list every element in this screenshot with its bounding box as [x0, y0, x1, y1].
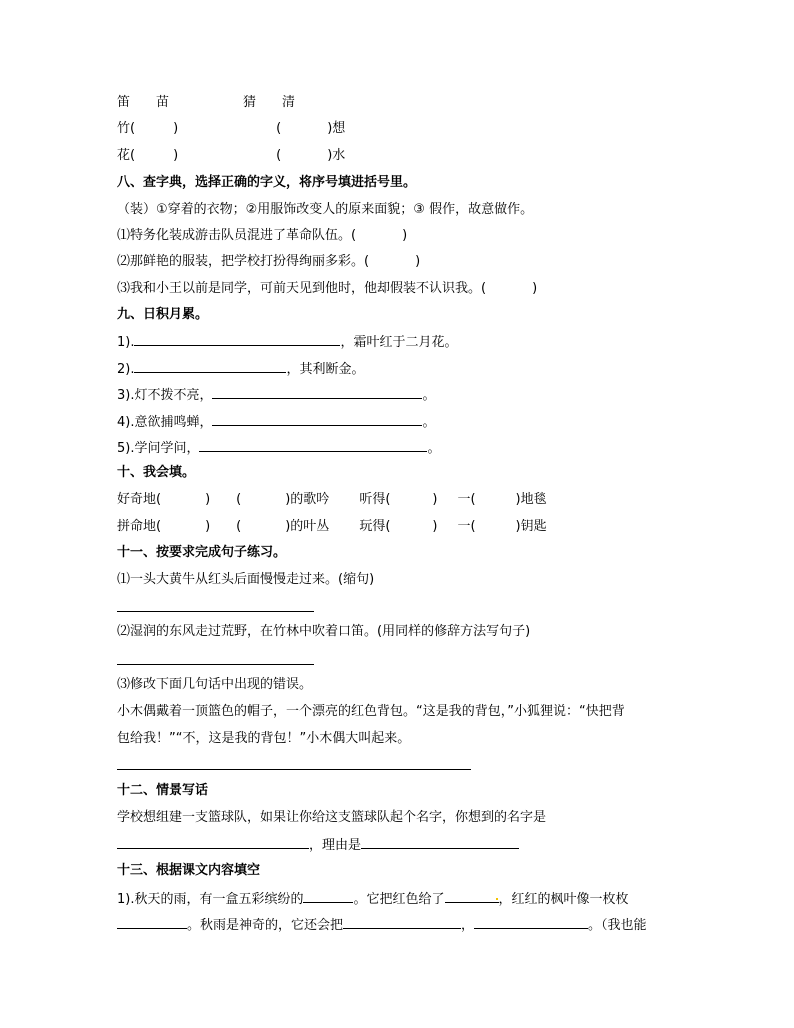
line-end: 。	[422, 415, 436, 430]
item-text: 好奇地(	[117, 492, 162, 507]
word-prefix: 花(	[117, 148, 136, 163]
paren: )	[432, 519, 438, 534]
item-text: )钥匙	[515, 519, 547, 534]
item-text: 拼命地(	[117, 519, 162, 534]
paren: )	[173, 121, 179, 136]
section-10-title: 十、我会填。	[117, 465, 196, 480]
paren: (	[236, 492, 242, 507]
question-8-1	[117, 228, 407, 244]
word: 清	[282, 95, 296, 110]
word-row-2	[117, 121, 345, 137]
line-text: 。（我也能	[588, 918, 647, 933]
paren: )	[205, 492, 211, 507]
word-prefix: 竹(	[117, 121, 136, 136]
line-text: 3).灯不拨不亮，	[117, 388, 213, 403]
question-text: ⑴特务化装成游击队员混进了革命队伍。(	[117, 228, 357, 243]
fill-blank[interactable]	[134, 333, 340, 346]
section-9-title: 九、日积月累。	[117, 307, 209, 322]
text-fill-line-1	[117, 890, 629, 908]
fill-blank[interactable]	[445, 890, 499, 903]
question-8-2	[117, 254, 420, 270]
answer-line[interactable]	[117, 664, 314, 665]
word-row-3	[117, 148, 345, 164]
paren: )	[173, 148, 179, 163]
passage-line-1: 小木偶戴着一顶篮色的帽子，一个漂亮的红色背包。“这是我的背包，”小狐狸说：“快把背	[117, 704, 625, 719]
paren: )	[415, 254, 421, 269]
item-text: 一(	[457, 492, 476, 507]
scenario-line-1: 学校想组建一支篮球队，如果让你给这支篮球队起个名字，你想到的名字是	[117, 810, 547, 825]
word-suffix: )想	[327, 121, 346, 136]
item-text: )地毯	[515, 492, 547, 507]
question-11-3: ⑶修改下面几句话中出现的错误。	[117, 677, 313, 692]
poem-line-2	[117, 360, 365, 378]
question-11-1: ⑴一头大黄牛从红头后面慢慢走过来。(缩句)	[117, 572, 375, 587]
line-text: 。秋雨是神奇的，它还会把	[187, 918, 344, 933]
line-text: 4).意欲捕鸣蝉，	[117, 415, 213, 430]
answer-line[interactable]	[117, 611, 314, 612]
line-text: 。它把红色给了	[353, 892, 445, 907]
fill-blank[interactable]	[199, 439, 427, 452]
fill-row-2	[117, 519, 547, 535]
mark	[496, 898, 498, 900]
word: 笛	[117, 95, 131, 110]
word: 苗	[156, 95, 170, 110]
fill-row-1	[117, 492, 547, 508]
poem-line-3	[117, 386, 436, 404]
line-end: 。	[427, 441, 441, 456]
line-label: 2).	[117, 362, 135, 377]
section-8-title: 八、查字典，选择正确的字义，将序号填进括号里。	[117, 175, 417, 190]
scenario-line-2	[117, 836, 519, 854]
name-blank[interactable]	[117, 836, 309, 849]
item-text: 听得(	[359, 492, 391, 507]
fill-blank[interactable]	[474, 916, 588, 929]
text-fill-line-2	[117, 916, 647, 934]
item-text: )的叶丛	[285, 519, 330, 534]
line-text: ，其利断金。	[286, 362, 365, 377]
question-text: ⑶我和小王以前是同学，可前天见到他时，他却假装不认识我。(	[117, 281, 487, 296]
section-11-title: 十一、按要求完成句子练习。	[117, 545, 287, 560]
item-text: 一(	[457, 519, 476, 534]
paren: (	[276, 148, 282, 163]
item-text: 玩得(	[359, 519, 391, 534]
question-text: ⑵那鲜艳的服装，把学校打扮得绚丽多彩。(	[117, 254, 370, 269]
poem-line-5	[117, 439, 441, 457]
word: 猜	[243, 95, 257, 110]
line-text: 5).学问学问，	[117, 441, 200, 456]
fill-blank[interactable]	[212, 413, 422, 426]
definition-line: （装）①穿着的衣物；②用服饰改变人的原来面貌；③ 假作，故意做作。	[117, 202, 534, 217]
fill-blank[interactable]	[117, 916, 187, 929]
item-text: )的歌吟	[285, 492, 330, 507]
paren: )	[402, 228, 408, 243]
line-text: 1).秋天的雨，有一盒五彩缤纷的	[117, 892, 304, 907]
line-text: ，理由是	[309, 838, 362, 853]
question-8-3	[117, 281, 537, 297]
poem-line-4	[117, 413, 436, 431]
fill-blank[interactable]	[212, 386, 422, 399]
fill-blank[interactable]	[303, 890, 353, 903]
reason-blank[interactable]	[361, 836, 519, 849]
word-row-1	[117, 95, 295, 111]
passage-line-2: 包给我！”“不，这是我的背包！”小木偶大叫起来。	[117, 731, 411, 746]
paren: (	[236, 519, 242, 534]
line-label: 1).	[117, 335, 135, 350]
word-suffix: )水	[327, 148, 346, 163]
fill-blank[interactable]	[343, 916, 461, 929]
paren: )	[532, 281, 538, 296]
paren: )	[205, 519, 211, 534]
paren: )	[432, 492, 438, 507]
answer-line[interactable]	[117, 769, 471, 770]
line-text: ，霜叶红于二月花。	[340, 335, 458, 350]
section-13-title: 十三、根据课文内容填空	[117, 863, 261, 878]
section-12-title: 十二、情景写话	[117, 783, 209, 798]
poem-line-1	[117, 333, 458, 351]
line-end: 。	[422, 388, 436, 403]
line-text: ，	[461, 918, 475, 933]
fill-blank[interactable]	[134, 360, 286, 373]
line-text: ，红红的枫叶像一枚枚	[498, 892, 629, 907]
paren: (	[276, 121, 282, 136]
question-11-2: ⑵湿润的东风走过荒野，在竹林中吹着口笛。(用同样的修辞方法写句子)	[117, 624, 531, 639]
